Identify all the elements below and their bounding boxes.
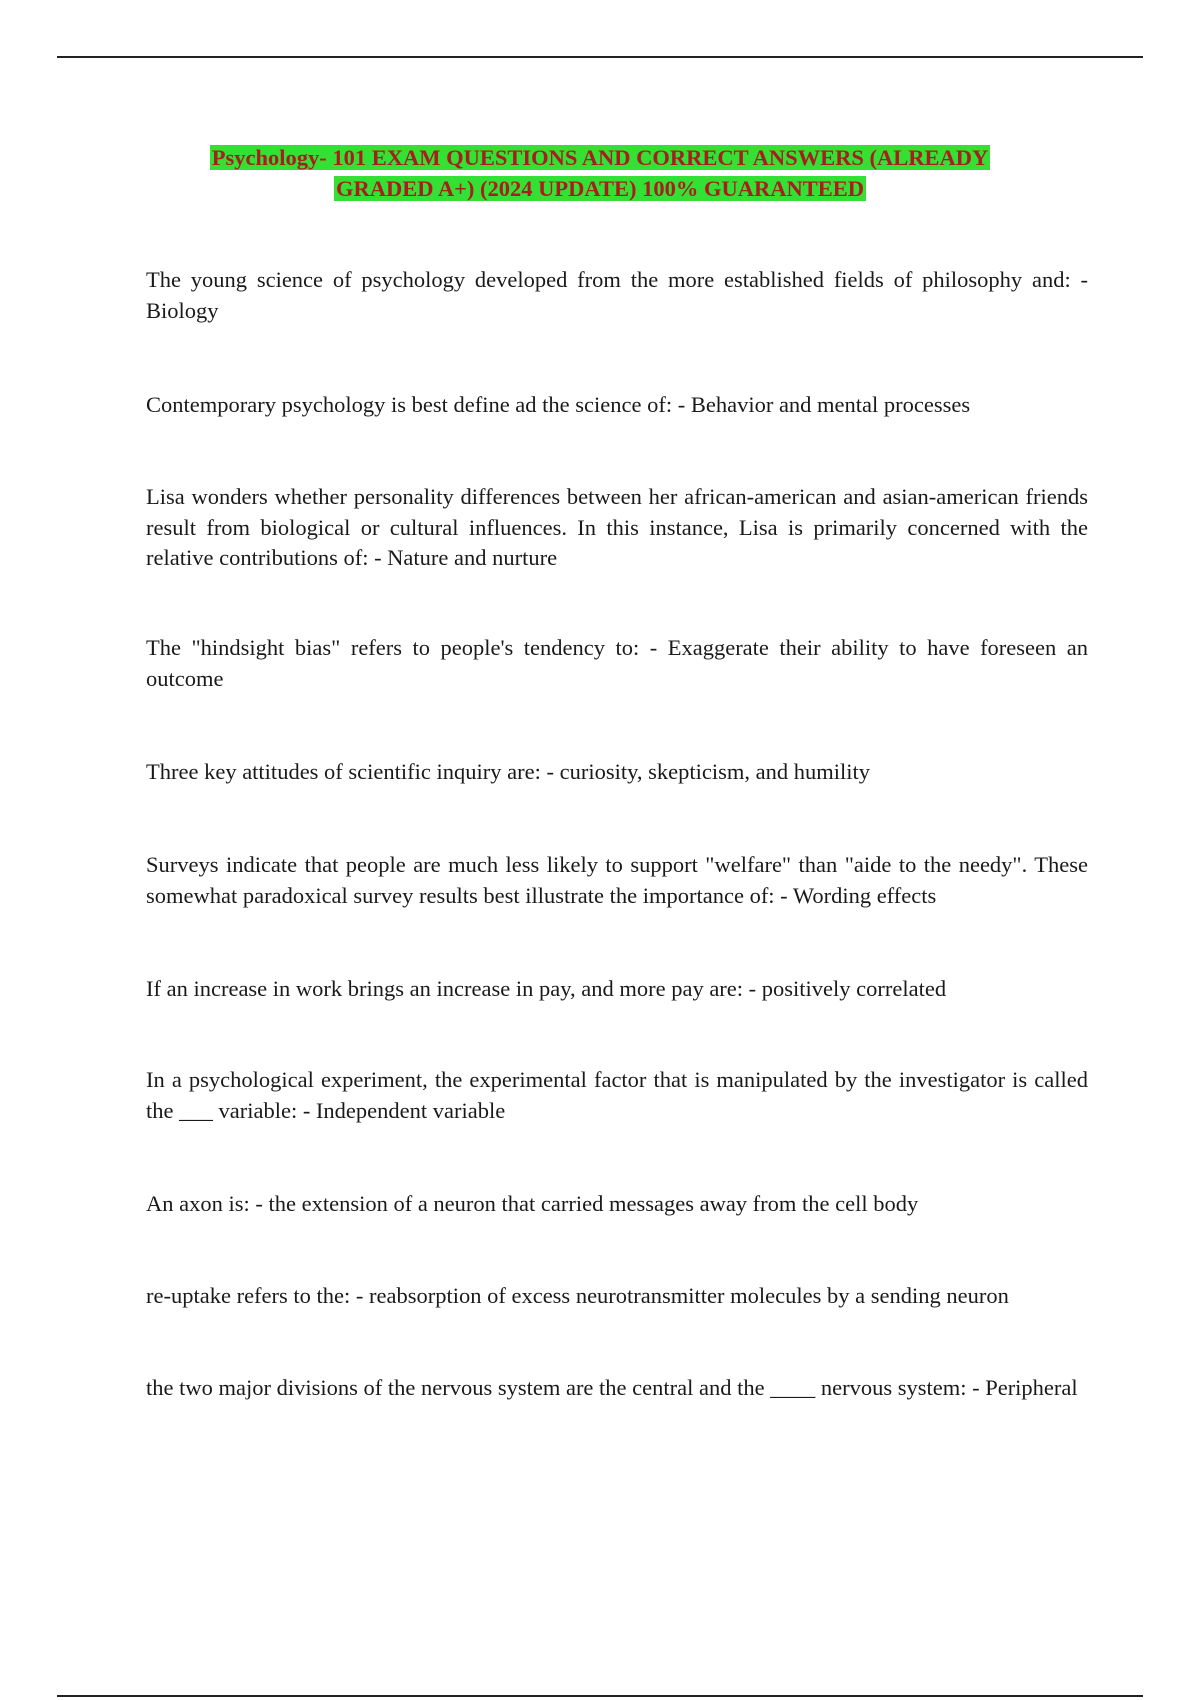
question-answer-4: The "hindsight bias" refers to people's tendency to: - Exaggerate their ability to have foreseen an outcome <box>146 635 1088 691</box>
question-answer-9: An axon is: - the extension of a neuron that carried messages away from the cell body <box>146 1191 919 1216</box>
question-answer-6: Surveys indicate that people are much less likely to support "welfare" than "aide to the needy". These somewhat paradoxical survey results best illustrate the importance of: - Wording effects <box>146 852 1088 908</box>
bottom-rule <box>57 1695 1143 1697</box>
question-answer-5: Three key attitudes of scientific inquiry are: - curiosity, skepticism, and humility <box>146 759 870 784</box>
question-answer-7: If an increase in work brings an increase in pay, and more pay are: - positively correlated <box>146 976 947 1001</box>
title-line-2: GRADED A+) (2024 UPDATE) 100% GUARANTEED <box>335 176 865 201</box>
question-answer-3: Lisa wonders whether personality differences between her african-american and asian-american friends result from biological or cultural influences. In this instance, Lisa is primarily concerned with the relative contributions of: - Nature and nurture <box>146 484 1088 570</box>
question-answer-11: the two major divisions of the nervous system are the central and the ____ nervous system: - Peripheral <box>146 1375 1078 1400</box>
question-answer-2: Contemporary psychology is best define ad the science of: - Behavior and mental processes <box>146 392 971 417</box>
question-answer-1: The young science of psychology developed from the more established fields of philosophy and: - Biology <box>146 267 1088 323</box>
document-title <box>130 142 1070 204</box>
top-rule <box>57 56 1143 58</box>
question-answer-10: re-uptake refers to the: - reabsorption of excess neurotransmitter molecules by a sending neuron <box>146 1283 1009 1308</box>
title-line-1: Psychology- 101 EXAM QUESTIONS AND CORRECT ANSWERS (ALREADY <box>211 145 989 170</box>
question-answer-8: In a psychological experiment, the experimental factor that is manipulated by the investigator is called the ___ variable: - Independent variable <box>146 1067 1088 1123</box>
